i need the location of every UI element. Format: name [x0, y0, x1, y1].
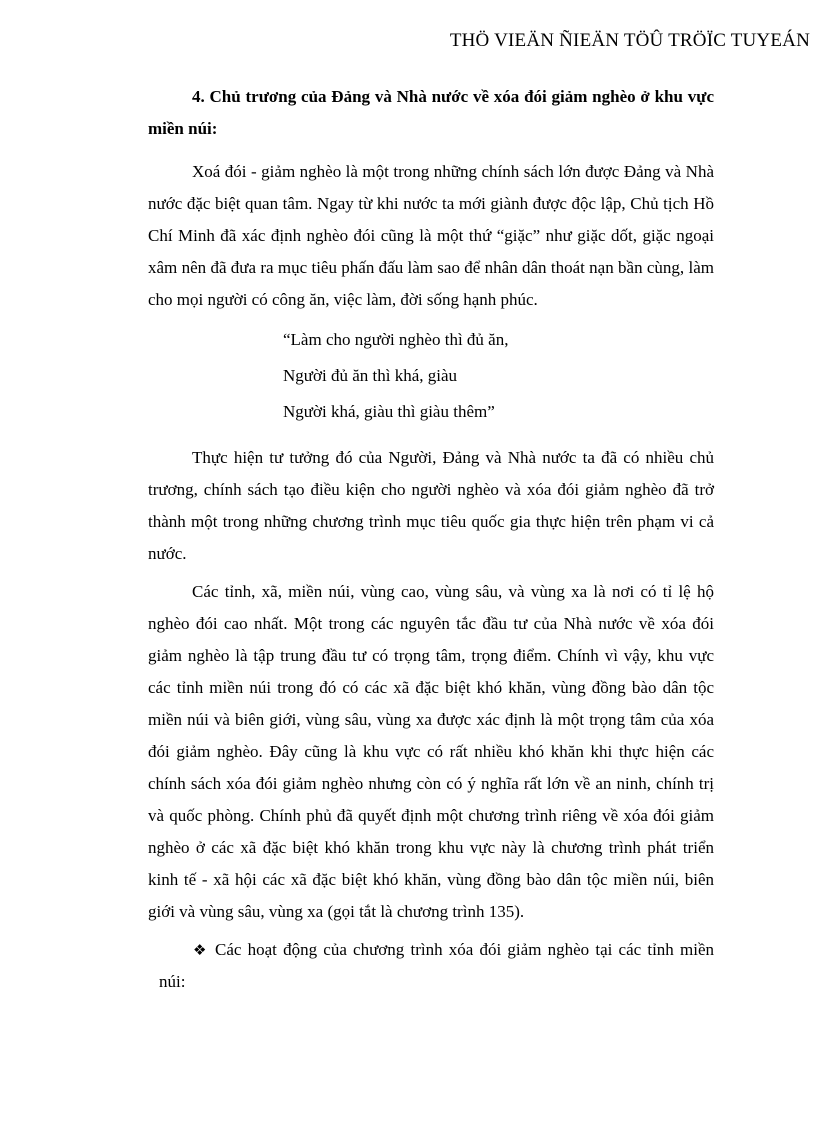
document-body [148, 81, 714, 998]
paragraph-policy: Thực hiện tư tưởng đó của Người, Đảng và Nhà nước ta đã có nhiều chủ trương, chính sách tạo điều kiện cho người nghèo và xóa đói giảm nghèo đã trở thành một trong những chương trình mục tiêu quốc gia thực hiện trên phạm vi cả nước. [148, 448, 714, 563]
quote-line: Người khá, giàu thì giàu thêm” [283, 402, 495, 421]
quote-line: Người đủ ăn thì khá, giàu [283, 366, 458, 385]
quote-line: “Làm cho người nghèo thì đủ ăn, [283, 330, 509, 349]
bullet-text: Các hoạt động của chương trình xóa đói giảm nghèo tại các tỉnh miền núi: [159, 940, 714, 991]
page-header: THÖ VIEÄN ÑIEÄN TÖÛ TRÖÏC TUYEÁN [449, 30, 810, 51]
bullet-item [148, 934, 714, 998]
paragraph-intro: Xoá đói - giảm nghèo là một trong những chính sách lớn được Đảng và Nhà nước đặc biệt quan tâm. Ngay từ khi nước ta mới giành được độc lập, Chủ tịch Hồ Chí Minh đã xác định nghèo đói cũng là một thứ “giặc” như giặc dốt, giặc ngoại xâm nên đã đưa ra mục tiêu phấn đấu làm sao để nhân dân thoát nạn bần cùng, làm cho mọi người có công ăn, việc làm, đời sống hạnh phúc. [148, 162, 714, 309]
quote-block [148, 322, 714, 430]
paragraph-mountain-regions: Các tỉnh, xã, miền núi, vùng cao, vùng sâu, và vùng xa là nơi có tỉ lệ hộ nghèo đói cao nhất. Một trong các nguyên tắc đầu tư của Nhà nước về xóa đói giảm nghèo là tập trung đầu tư có trọng tâm, trọng điểm. Chính vì vậy, khu vực các tỉnh miền núi trong đó có các xã đặc biệt khó khăn, vùng đồng bào dân tộc miền núi và biên giới, vùng sâu, vùng xa được xác định là một trọng tâm của xóa đói giảm nghèo. Đây cũng là khu vực có rất nhiều khó khăn khi thực hiện các chính sách xóa đói giảm nghèo nhưng còn có ý nghĩa rất lớn về an ninh, chính trị và quốc phòng. Chính phủ đã quyết định một chương trình riêng về xóa đói giảm nghèo ở các xã đặc biệt khó khăn trong khu vực này là chương trình phát triển kinh tế - xã hội các xã đặc biệt khó khăn, vùng đồng bào dân tộc miền núi, biên giới và vùng sâu, vùng xa (gọi tắt là chương trình 135). [148, 582, 714, 921]
diamond-bullet-icon: ❖ [193, 941, 207, 959]
section-heading: 4. Chủ trương của Đảng và Nhà nước về xóa đói giảm nghèo ở khu vực miền núi: [148, 87, 714, 138]
